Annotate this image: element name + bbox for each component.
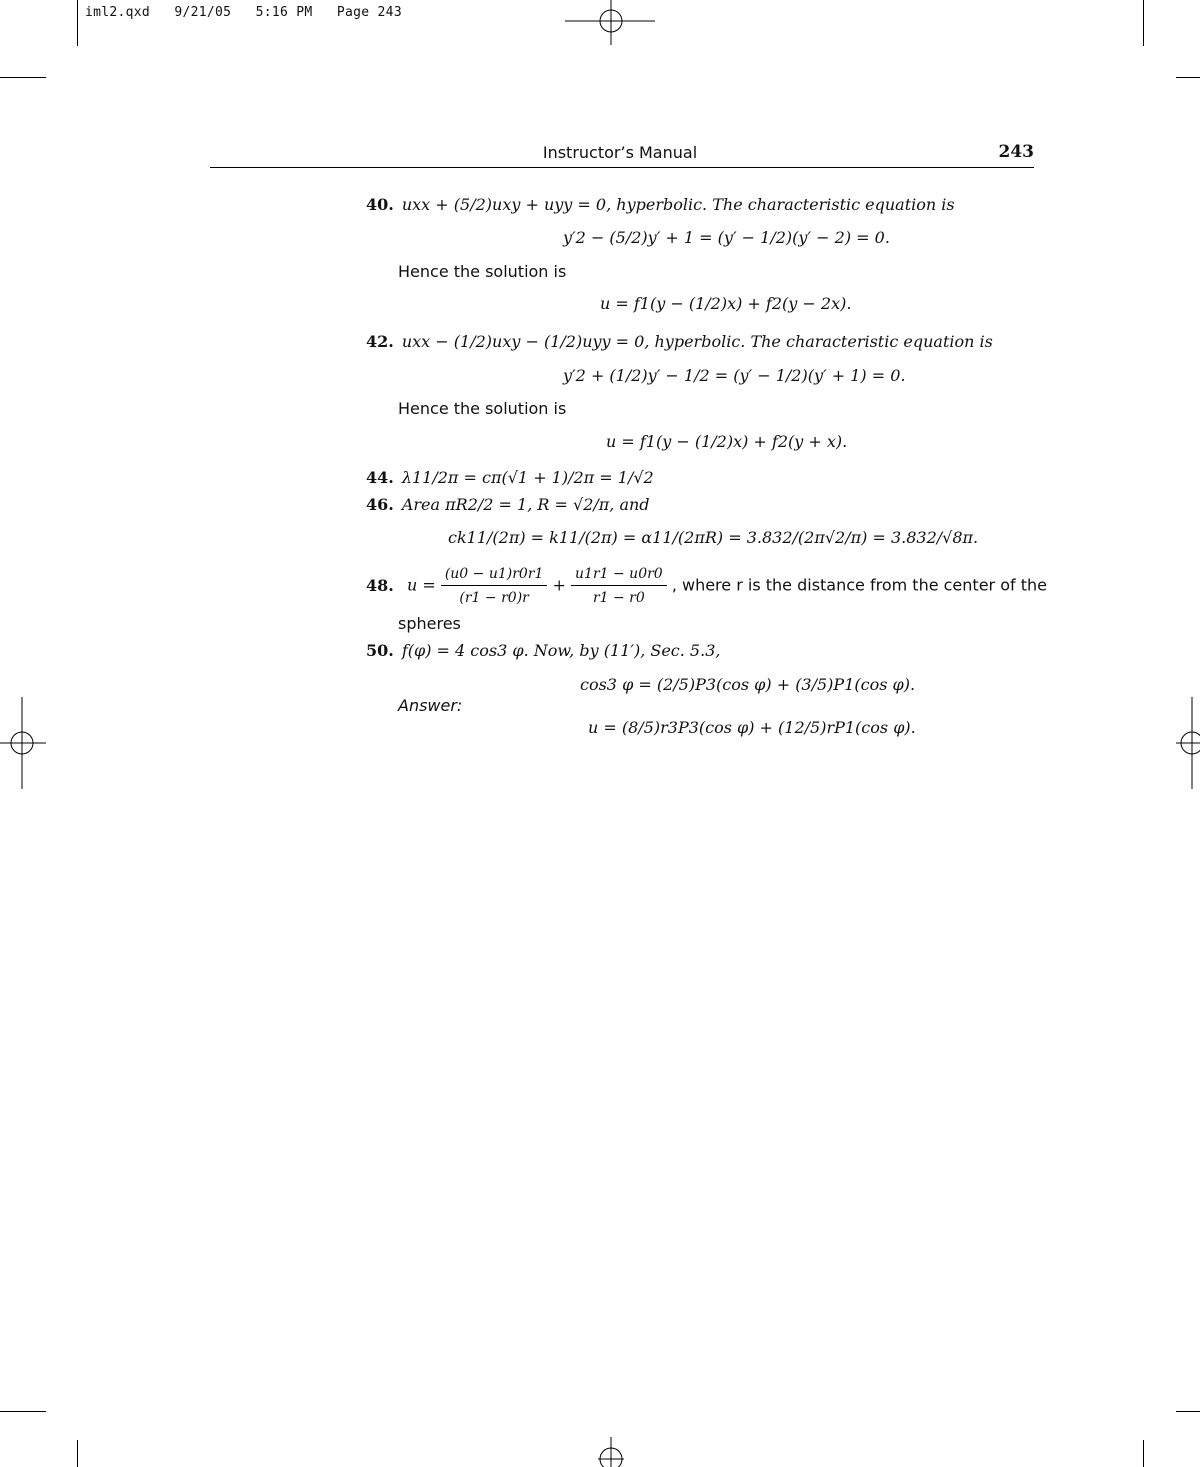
problem-50 — [366, 641, 720, 660]
hence-text: Hence the solution is — [398, 399, 567, 418]
problem-48: 48. u = $\frac{(u0 - u1)r0r1}{(r1 - r0)r}$ + $\frac{u1r1 - u0r0}{r1 - r0}$ , where r is the distance from the center of the — [366, 566, 1047, 606]
solution-equation: u = f1(y − (1/2)x) + f2(y − 2x). — [600, 294, 852, 313]
problem-42 — [366, 332, 993, 351]
registration-mark-left — [0, 695, 50, 795]
problem-number: 44. — [366, 468, 394, 487]
fraction-first — [441, 566, 548, 606]
fraction-second — [571, 566, 667, 606]
cos-identity-equation: cos3 φ = (2/5)P3(cos φ) + (3/5)P1(cos φ). — [580, 675, 916, 694]
problem-number: 50. — [366, 641, 394, 660]
characteristic-equation: y′2 − (5/2)y′ + 1 = (y′ − 1/2)(y′ − 2) = 0. — [563, 228, 890, 247]
solution-lhs: u = — [406, 575, 436, 595]
problem-statement: Area πR2/2 = 1, R = √2/π, and — [401, 495, 650, 514]
header-rule — [210, 167, 1034, 168]
problem-continuation: spheres — [398, 614, 461, 633]
registration-mark-top — [560, 0, 660, 50]
answer-label: Answer: — [398, 696, 463, 715]
problem-tail: , where r is the distance from the center of the — [671, 575, 1047, 595]
problem-46 — [366, 495, 650, 514]
problem-statement: f(φ) = 4 cos3 φ. Now, by (11′), Sec. 5.3, — [401, 641, 721, 660]
fraction-numerator: (u0 − u1)r0r1 — [441, 566, 548, 586]
problem-44 — [366, 468, 654, 487]
answer-equation: u = (8/5)r3P3(cos φ) + (12/5)rP1(cos φ). — [588, 718, 916, 737]
fraction-denominator: (r1 − r0)r — [459, 590, 529, 606]
problem-number: 42. — [366, 332, 394, 351]
problem-statement: uxx + (5/2)uxy + uyy = 0, hyperbolic. The characteristic equation is — [401, 195, 955, 214]
characteristic-equation: y′2 + (1/2)y′ − 1/2 = (y′ − 1/2)(y′ + 1) = 0. — [563, 366, 906, 385]
fraction-denominator: r1 − r0 — [592, 590, 645, 606]
page-number: 243 — [998, 142, 1034, 162]
hence-text: Hence the solution is — [398, 262, 567, 281]
problem-statement: λ11/2π = cπ(√1 + 1)/2π = 1/√2 — [401, 468, 654, 487]
problem-40 — [366, 195, 955, 214]
solution-equation: u = f1(y − (1/2)x) + f2(y + x). — [606, 432, 848, 451]
fraction-numerator: u1r1 − u0r0 — [571, 566, 667, 586]
problem-number: 40. — [366, 195, 394, 214]
print-slug: iml2.qxd 9/21/05 5:16 PM Page 243 — [85, 5, 402, 20]
problem-number: 48. — [366, 575, 394, 595]
problem-number: 46. — [366, 495, 394, 514]
wavenumber-equation: ck11/(2π) = k11/(2π) = α11/(2πR) = 3.832/(2π√2/π) = 3.832/√8π. — [448, 528, 979, 547]
registration-mark-bottom — [580, 1437, 640, 1467]
registration-mark-right — [1170, 695, 1200, 795]
running-header-title: Instructor’s Manual — [542, 143, 698, 162]
problem-statement: uxx − (1/2)uxy − (1/2)uyy = 0, hyperbolic. The characteristic equation is — [401, 332, 993, 351]
